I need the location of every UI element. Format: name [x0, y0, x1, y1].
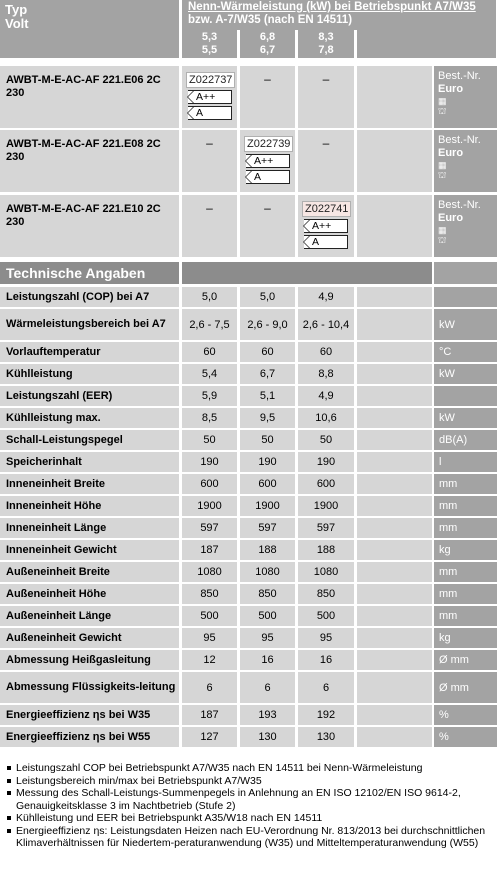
- heat-output-title: Nenn-Wärmeleistung (kW) bei Betriebspunkt A7/W35: [188, 1, 476, 13]
- row-blank-cell: [357, 562, 432, 582]
- row-value: 850: [240, 584, 295, 604]
- row-value: 5,4: [182, 364, 237, 384]
- row-label: Inneneinheit Höhe: [0, 496, 179, 516]
- row-value: 2,6 - 9,0: [240, 309, 295, 340]
- row-label: Abmessung Flüssigkeits-leitung: [0, 672, 179, 703]
- row-value: 130: [298, 727, 354, 747]
- row-blank-cell: [357, 705, 432, 725]
- row-unit: mm: [434, 496, 497, 516]
- table-row: [0, 705, 497, 725]
- order-info: [434, 195, 497, 257]
- row-value: 597: [240, 518, 295, 538]
- row-value: 850: [298, 584, 354, 604]
- row-label: Speicherinhalt: [0, 452, 179, 472]
- row-value: 60: [182, 342, 237, 362]
- row-value: 4,9: [298, 386, 354, 406]
- energy-label-heating: A++: [304, 219, 348, 233]
- row-value: 597: [298, 518, 354, 538]
- row-label: Energieeffizienz ηs bei W35: [0, 705, 179, 725]
- row-unit: %: [434, 705, 497, 725]
- table-row: [0, 342, 497, 362]
- row-value: 5,0: [240, 287, 295, 307]
- footnote: Messung des Schall-Leistungs-Summenpegels in Anlehnung an EN ISO 12102/EN ISO 9614-2, Genauigkeitsklasse 3 im Nachtbetrieb (Stufe 2): [6, 787, 494, 812]
- not-available-dash: –: [206, 201, 213, 215]
- section-header-unit: [434, 262, 497, 284]
- row-value: 1080: [182, 562, 237, 582]
- row-unit: mm: [434, 474, 497, 494]
- column-header-3-top: 8,3: [318, 31, 334, 43]
- footnote: Energieeffizienz ηs: Leistungsdaten Heizen nach EU-Verordnung Nr. 813/2013 bei durchschnittlichen Klimaverhältnissen für Niedertem-peraturanwendung (W35) und Mitteltemperaturanwendung (W55): [6, 825, 494, 850]
- row-label: Abmessung Heißgasleitung: [0, 650, 179, 670]
- row-value: 192: [298, 705, 354, 725]
- row-unit: [434, 386, 497, 406]
- row-unit: kW: [434, 364, 497, 384]
- row-value: 500: [240, 606, 295, 626]
- row-label: Leistungszahl (EER): [0, 386, 179, 406]
- row-label: Wärmeleistungsbereich bei A7: [0, 309, 179, 340]
- product-row: [0, 130, 497, 192]
- row-value: 1900: [240, 496, 295, 516]
- column-header-3: [298, 30, 354, 58]
- row-blank-cell: [357, 540, 432, 560]
- section-header: [0, 262, 179, 284]
- row-value: 597: [182, 518, 237, 538]
- row-value: 1080: [298, 562, 354, 582]
- row-blank-cell: [357, 287, 432, 307]
- row-unit: mm: [434, 606, 497, 626]
- row-value: 500: [298, 606, 354, 626]
- row-unit: mm: [434, 562, 497, 582]
- not-available-dash: –: [264, 201, 271, 215]
- row-value: 9,5: [240, 408, 295, 428]
- row-value: 5,1: [240, 386, 295, 406]
- product-cell: [298, 130, 354, 192]
- table-row: [0, 584, 497, 604]
- row-label: Außeneinheit Länge: [0, 606, 179, 626]
- row-blank-cell: [357, 606, 432, 626]
- product-cell: [240, 195, 295, 257]
- row-blank-cell: [357, 474, 432, 494]
- not-available-dash: –: [322, 136, 330, 150]
- tap-icon: ⛫: [438, 170, 447, 180]
- table-row: [0, 364, 497, 384]
- row-value: 10,6: [298, 408, 354, 428]
- table-row: [0, 408, 497, 428]
- tap-icon: ⛫: [438, 235, 447, 245]
- product-cell: [182, 130, 237, 192]
- column-header-1-bottom: 5,5: [201, 44, 218, 56]
- table-row: [0, 518, 497, 538]
- product-cell: [182, 66, 237, 128]
- row-unit: kW: [434, 309, 497, 340]
- row-unit: °C: [434, 342, 497, 362]
- row-value: 1900: [298, 496, 354, 516]
- row-value: 6,7: [240, 364, 295, 384]
- row-label: Kühlleistung max.: [0, 408, 179, 428]
- table-row: [0, 474, 497, 494]
- table-row: [0, 650, 497, 670]
- order-number: Z022737: [186, 72, 235, 88]
- row-label: Außeneinheit Gewicht: [0, 628, 179, 648]
- row-unit: mm: [434, 584, 497, 604]
- row-unit: mm: [434, 518, 497, 538]
- row-value: 127: [182, 727, 237, 747]
- footnotes: [6, 762, 494, 850]
- row-unit: kg: [434, 628, 497, 648]
- table-row: [0, 287, 497, 307]
- row-blank-cell: [357, 309, 432, 340]
- row-value: 187: [182, 540, 237, 560]
- row-label: Leistungszahl (COP) bei A7: [0, 287, 179, 307]
- row-blank-cell: [357, 584, 432, 604]
- volt-label: Volt: [5, 16, 29, 31]
- row-blank-cell: [357, 430, 432, 450]
- row-label: Vorlauftemperatur: [0, 342, 179, 362]
- row-value: 60: [298, 342, 354, 362]
- row-blank-cell: [357, 628, 432, 648]
- product-cell: [357, 195, 432, 257]
- footnote: Leistungszahl COP bei Betriebspunkt A7/W35 nach EN 14511 bei Nenn-Wärmeleistung: [6, 762, 494, 775]
- product-name: AWBT-M-E-AC-AF 221.E06 2C 230: [0, 66, 179, 128]
- price-label: Euro: [438, 83, 464, 95]
- order-number: Z022739: [244, 136, 293, 152]
- not-available-dash: –: [206, 136, 213, 150]
- row-blank-cell: [357, 496, 432, 516]
- table-header: [0, 0, 497, 60]
- row-label: Schall-Leistungspegel: [0, 430, 179, 450]
- table-row: [0, 628, 497, 648]
- price-label: Euro: [438, 147, 464, 159]
- table-row: [0, 672, 497, 703]
- row-value: 130: [240, 727, 295, 747]
- product-cell: [298, 66, 354, 128]
- row-unit: Ø mm: [434, 650, 497, 670]
- row-value: 188: [298, 540, 354, 560]
- row-label: Außeneinheit Höhe: [0, 584, 179, 604]
- row-value: 6: [182, 672, 237, 703]
- row-value: 190: [298, 452, 354, 472]
- product-cell: [298, 195, 354, 257]
- row-blank-cell: [357, 518, 432, 538]
- row-blank-cell: [357, 386, 432, 406]
- row-unit: kW: [434, 408, 497, 428]
- row-value: 8,5: [182, 408, 237, 428]
- section-header-fill: [182, 262, 432, 284]
- product-row: [0, 195, 497, 257]
- column-header-2-top: 6,8: [259, 31, 276, 43]
- heat-output-header: [182, 0, 496, 30]
- footnote: Kühlleistung und EER bei Betriebspunkt A35/W18 nach EN 14511: [6, 812, 494, 825]
- row-value: 190: [240, 452, 295, 472]
- row-value: 60: [240, 342, 295, 362]
- row-value: 8,8: [298, 364, 354, 384]
- row-unit: dB(A): [434, 430, 497, 450]
- footnote: Leistungsbereich min/max bei Betriebspunkt A7/W35: [6, 775, 494, 788]
- row-label: Kühlleistung: [0, 364, 179, 384]
- column-header-2-bottom: 6,7: [259, 44, 276, 56]
- row-blank-cell: [357, 342, 432, 362]
- energy-label-water: A: [246, 170, 290, 184]
- energy-label-heating: A++: [188, 90, 232, 104]
- row-value: 50: [182, 430, 237, 450]
- row-label: Außeneinheit Breite: [0, 562, 179, 582]
- row-label: Inneneinheit Gewicht: [0, 540, 179, 560]
- table-row: [0, 540, 497, 560]
- row-label: Energieeffizienz ηs bei W55: [0, 727, 179, 747]
- table-row: [0, 496, 497, 516]
- row-blank-cell: [357, 452, 432, 472]
- row-value: 95: [182, 628, 237, 648]
- product-cell: [182, 195, 237, 257]
- column-header-1-top: 5,3: [201, 31, 218, 43]
- table-row: [0, 727, 497, 747]
- product-name: AWBT-M-E-AC-AF 221.E10 2C 230: [0, 195, 179, 257]
- product-cell: [357, 130, 432, 192]
- row-value: 4,9: [298, 287, 354, 307]
- product-cell: [240, 66, 295, 128]
- row-value: 95: [240, 628, 295, 648]
- energy-label-water: A: [188, 106, 232, 120]
- row-value: 2,6 - 7,5: [182, 309, 237, 340]
- row-blank-cell: [357, 727, 432, 747]
- row-unit: [434, 287, 497, 307]
- row-value: 850: [182, 584, 237, 604]
- row-value: 188: [240, 540, 295, 560]
- section-title: Technische Angaben: [6, 265, 146, 281]
- table-row: [0, 562, 497, 582]
- order-number-label: Best.-Nr.: [438, 70, 481, 82]
- row-value: 600: [298, 474, 354, 494]
- not-available-dash: –: [322, 72, 330, 86]
- table-row: [0, 430, 497, 450]
- energy-label-water: A: [304, 235, 348, 249]
- table-row: [0, 309, 497, 340]
- row-unit: Ø mm: [434, 672, 497, 703]
- not-available-dash: –: [264, 72, 271, 86]
- product-cell: [357, 66, 432, 128]
- type-volt-header: [0, 0, 179, 58]
- row-blank-cell: [357, 364, 432, 384]
- row-unit: kg: [434, 540, 497, 560]
- order-info: [434, 66, 497, 128]
- row-value: 16: [298, 650, 354, 670]
- radiator-icon: ▦: [438, 225, 447, 235]
- order-number-label: Best.-Nr.: [438, 134, 481, 146]
- row-value: 5,9: [182, 386, 237, 406]
- row-unit: %: [434, 727, 497, 747]
- row-value: 6: [240, 672, 295, 703]
- price-label: Euro: [438, 212, 464, 224]
- type-label: Typ: [5, 2, 28, 17]
- order-info: [434, 130, 497, 192]
- row-blank-cell: [357, 672, 432, 703]
- row-value: 187: [182, 705, 237, 725]
- row-value: 1900: [182, 496, 237, 516]
- row-blank-cell: [357, 408, 432, 428]
- row-value: 600: [182, 474, 237, 494]
- row-value: 50: [240, 430, 295, 450]
- row-label: Inneneinheit Länge: [0, 518, 179, 538]
- column-header-2: [240, 30, 295, 58]
- product-row: [0, 66, 497, 128]
- row-blank-cell: [357, 650, 432, 670]
- order-number-label: Best.-Nr.: [438, 199, 481, 211]
- row-value: 1080: [240, 562, 295, 582]
- row-value: 50: [298, 430, 354, 450]
- row-label: Inneneinheit Breite: [0, 474, 179, 494]
- energy-label-heating: A++: [246, 154, 290, 168]
- radiator-icon: ▦: [438, 96, 447, 106]
- row-value: 6: [298, 672, 354, 703]
- row-value: 16: [240, 650, 295, 670]
- row-unit: l: [434, 452, 497, 472]
- row-value: 5,0: [182, 287, 237, 307]
- row-value: 500: [182, 606, 237, 626]
- heat-output-subtitle: bzw. A-7/W35 (nach EN 14511): [188, 14, 353, 26]
- product-name: AWBT-M-E-AC-AF 221.E08 2C 230: [0, 130, 179, 192]
- table-row: [0, 606, 497, 626]
- order-number: Z022741: [302, 201, 351, 217]
- table-row: [0, 386, 497, 406]
- product-cell: [240, 130, 295, 192]
- row-value: 12: [182, 650, 237, 670]
- tap-icon: ⛫: [438, 106, 447, 116]
- column-header-empty: [357, 30, 496, 58]
- column-header-3-bottom: 7,8: [318, 44, 334, 56]
- row-value: 95: [298, 628, 354, 648]
- row-value: 600: [240, 474, 295, 494]
- table-row: [0, 452, 497, 472]
- row-value: 190: [182, 452, 237, 472]
- radiator-icon: ▦: [438, 160, 447, 170]
- column-header-1: [182, 30, 237, 58]
- row-value: 193: [240, 705, 295, 725]
- row-value: 2,6 - 10,4: [298, 309, 354, 340]
